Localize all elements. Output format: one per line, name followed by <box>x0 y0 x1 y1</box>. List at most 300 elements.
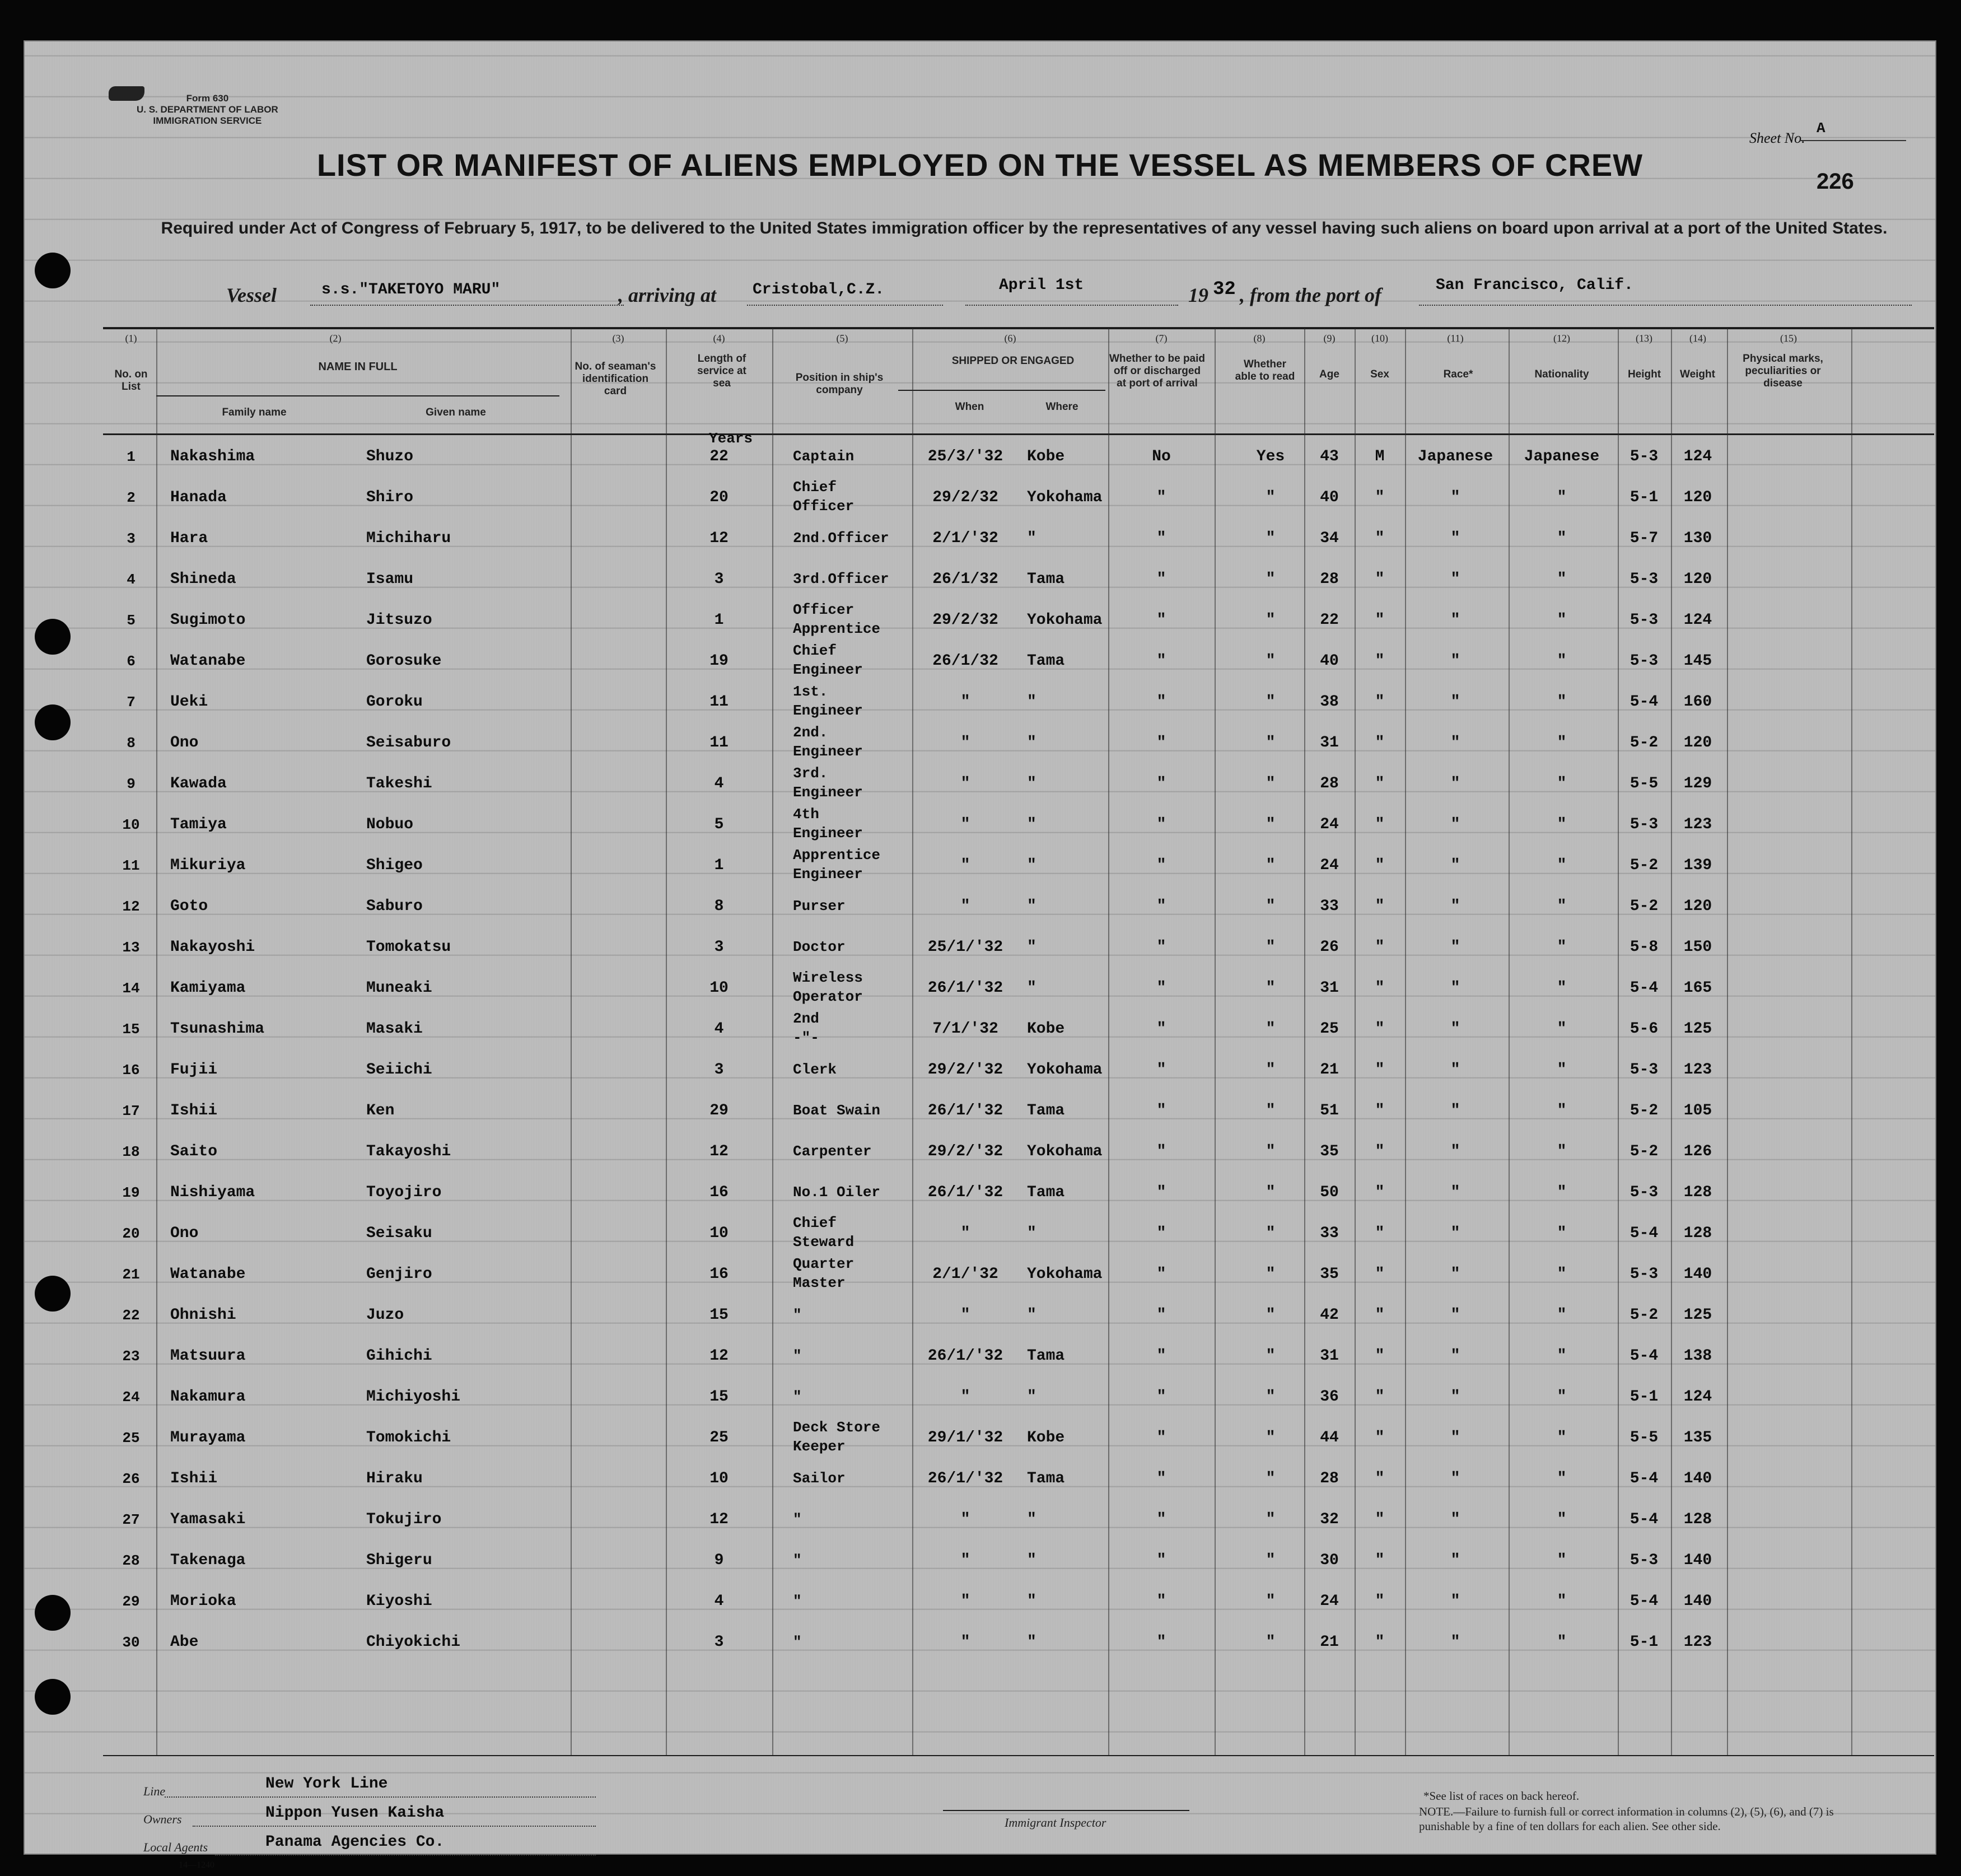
cell-sex: " <box>1375 816 1385 833</box>
cell-where: " <box>1027 1388 1036 1406</box>
owners-fill <box>193 1826 596 1827</box>
cell-position: " <box>793 1347 802 1364</box>
cell-read: " <box>1266 1347 1276 1365</box>
cell-paid: " <box>1156 1388 1166 1406</box>
cell-position: " <box>793 1306 802 1323</box>
cell-no: 3 <box>127 530 136 547</box>
header-name: NAME IN FULL <box>318 361 398 373</box>
cell-position: Engineer <box>793 661 863 678</box>
cell-paid: " <box>1156 530 1166 547</box>
cell-given: Gorosuke <box>366 652 442 670</box>
cell-when: 25/1/'32 <box>927 939 1003 956</box>
cell-race: " <box>1450 652 1460 670</box>
header-given: Given name <box>426 407 486 418</box>
cell-given: Muneaki <box>366 979 432 997</box>
cell-weight: 123 <box>1683 816 1712 833</box>
cell-race: " <box>1450 857 1460 874</box>
cell-position: Captain <box>793 448 855 465</box>
cell-when: 29/2/'32 <box>927 1061 1003 1079</box>
cell-sex: " <box>1375 939 1385 956</box>
column-number: (8) <box>1253 333 1266 344</box>
cell-when: " <box>960 1511 970 1528</box>
cell-given: Seisaburo <box>366 734 451 752</box>
cell-family: Matsuura <box>170 1347 246 1365</box>
cell-given: Nobuo <box>366 816 414 833</box>
cell-family: Ueki <box>170 693 208 711</box>
cell-weight: 140 <box>1683 1593 1712 1610</box>
cell-weight: 105 <box>1683 1102 1712 1119</box>
cell-where: Kobe <box>1027 1429 1065 1446</box>
cell-height: 5-4 <box>1630 1511 1659 1528</box>
cell-given: Genjiro <box>366 1266 432 1283</box>
cell-height: 5-6 <box>1630 1020 1659 1038</box>
cell-paid: " <box>1156 734 1166 752</box>
cell-weight: 125 <box>1683 1306 1712 1324</box>
cell-read: " <box>1266 775 1276 792</box>
agents-label: Local Agents <box>143 1840 208 1854</box>
cell-height: 5-3 <box>1630 816 1659 833</box>
cell-age: 24 <box>1320 816 1339 833</box>
cell-weight: 128 <box>1683 1184 1712 1201</box>
cell-family: Kamiyama <box>170 979 246 997</box>
cell-where: " <box>1027 1225 1036 1242</box>
cell-position: Chief <box>793 642 837 659</box>
cell-position: " <box>793 1511 802 1528</box>
header-no: No. on List <box>114 368 148 393</box>
cell-paid: " <box>1156 1143 1166 1160</box>
cell-service: 11 <box>709 693 729 711</box>
cell-when: 2/1/'32 <box>932 1266 998 1283</box>
cell-where: " <box>1027 530 1036 547</box>
cell-when: " <box>960 693 970 711</box>
cell-where: Yokohama <box>1027 1061 1103 1079</box>
owners-label: Owners <box>143 1812 182 1826</box>
cell-paid: " <box>1156 652 1166 670</box>
cell-sex: " <box>1375 1306 1385 1324</box>
cell-height: 5-3 <box>1630 1266 1659 1283</box>
cell-given: Tokujiro <box>366 1511 442 1528</box>
cell-race: " <box>1450 693 1460 711</box>
cell-height: 5-5 <box>1630 1429 1659 1446</box>
cell-service: 22 <box>709 448 729 465</box>
cell-height: 5-2 <box>1630 1102 1659 1119</box>
cell-paid: " <box>1156 979 1166 997</box>
cell-read: " <box>1266 1306 1276 1324</box>
from-port: San Francisco, Calif. <box>1436 277 1633 294</box>
cell-given: Shigeo <box>366 857 423 874</box>
cell-height: 5-8 <box>1630 939 1659 956</box>
cell-when: 26/1/'32 <box>927 1470 1003 1487</box>
cell-sex: " <box>1375 1470 1385 1487</box>
cell-read: " <box>1266 979 1276 997</box>
cell-race: " <box>1450 1470 1460 1487</box>
cell-race: " <box>1450 1102 1460 1119</box>
cell-weight: 160 <box>1683 693 1712 711</box>
cell-family: Abe <box>170 1634 199 1651</box>
column-number: (4) <box>713 333 725 344</box>
cell-weight: 129 <box>1683 775 1712 792</box>
cell-given: Tomokatsu <box>366 939 451 956</box>
cell-race: " <box>1450 1429 1460 1446</box>
cell-race: " <box>1450 898 1460 915</box>
cell-no: 11 <box>122 857 140 874</box>
inspector-line <box>943 1810 1189 1811</box>
cell-when: " <box>960 1552 970 1569</box>
cell-where: " <box>1027 693 1036 711</box>
cell-when: " <box>960 816 970 833</box>
column-number: (13) <box>1636 333 1652 344</box>
cell-paid: " <box>1156 857 1166 874</box>
cell-family: Mikuriya <box>170 857 246 874</box>
cell-service: 3 <box>714 939 724 956</box>
cell-given: Takayoshi <box>366 1143 451 1160</box>
cell-height: 5-1 <box>1630 1634 1659 1651</box>
cell-read: " <box>1266 693 1276 711</box>
vessel-label: Vessel <box>226 284 277 306</box>
cell-age: 33 <box>1320 898 1339 915</box>
cell-where: " <box>1027 1306 1036 1324</box>
cell-where: Kobe <box>1027 448 1065 465</box>
cell-race: " <box>1450 734 1460 752</box>
cell-paid: " <box>1156 612 1166 629</box>
cell-nationality: " <box>1557 1593 1567 1610</box>
cell-when: " <box>960 857 970 874</box>
cell-no: 7 <box>127 694 136 711</box>
cell-service: 12 <box>709 1511 729 1528</box>
cell-no: 2 <box>127 489 136 506</box>
cell-race: " <box>1450 1347 1460 1365</box>
cell-nationality: " <box>1557 652 1567 670</box>
cell-height: 5-3 <box>1630 612 1659 629</box>
cell-position: No.1 Oiler <box>793 1184 881 1201</box>
cell-nationality: " <box>1557 1306 1567 1324</box>
binder-hole <box>35 619 71 655</box>
cell-race: " <box>1450 816 1460 833</box>
cell-weight: 139 <box>1683 857 1712 874</box>
cell-family: Hanada <box>170 489 227 506</box>
cell-position: Carpenter <box>793 1143 872 1160</box>
cell-position: Operator <box>793 988 863 1005</box>
cell-service: 1 <box>714 612 724 629</box>
cell-no: 19 <box>122 1184 140 1201</box>
cell-position: " <box>793 1593 802 1609</box>
cell-position: Officer <box>793 601 855 618</box>
cell-age: 38 <box>1320 693 1339 711</box>
cell-read: " <box>1266 1511 1276 1528</box>
service: IMMIGRATION SERVICE <box>153 115 262 126</box>
cell-height: 5-4 <box>1630 1225 1659 1242</box>
cell-when: 29/2/32 <box>932 489 998 506</box>
cell-read: " <box>1266 1102 1276 1119</box>
cell-weight: 140 <box>1683 1266 1712 1283</box>
cell-where: " <box>1027 775 1036 792</box>
cell-height: 5-3 <box>1630 652 1659 670</box>
cell-paid: " <box>1156 1225 1166 1242</box>
cell-no: 30 <box>122 1634 140 1651</box>
cell-where: Tama <box>1027 1347 1065 1365</box>
cell-height: 5-3 <box>1630 1061 1659 1079</box>
cell-when: 25/3/'32 <box>927 448 1003 465</box>
header-race: Race* <box>1443 368 1473 380</box>
cell-nationality: " <box>1557 1634 1567 1651</box>
cell-race: " <box>1450 1061 1460 1079</box>
cell-paid: " <box>1156 1102 1166 1119</box>
line-value: New York Line <box>265 1775 388 1793</box>
cell-where: Yokohama <box>1027 612 1103 629</box>
cell-age: 28 <box>1320 1470 1339 1487</box>
cell-age: 34 <box>1320 530 1339 547</box>
cell-height: 5-4 <box>1630 979 1659 997</box>
cell-nationality: " <box>1557 571 1567 588</box>
port-fill-line <box>1419 305 1912 306</box>
cell-race: " <box>1450 1388 1460 1406</box>
cell-service: 1 <box>714 857 724 874</box>
header-id-card: No. of seaman's identification card <box>575 361 656 397</box>
cell-no: 12 <box>122 898 140 915</box>
cell-race: " <box>1450 1634 1460 1651</box>
cell-no: 10 <box>122 816 140 833</box>
cell-read: " <box>1266 816 1276 833</box>
cell-position: Clerk <box>793 1061 837 1078</box>
cell-height: 5-2 <box>1630 734 1659 752</box>
cell-weight: 135 <box>1683 1429 1712 1446</box>
cell-paid: " <box>1156 775 1166 792</box>
form-code: 14—1240 <box>179 1860 214 1870</box>
cell-weight: 128 <box>1683 1225 1712 1242</box>
race-note: *See list of races on back hereof. <box>1423 1789 1580 1803</box>
cell-service: 16 <box>709 1184 729 1201</box>
cell-height: 5-7 <box>1630 530 1659 547</box>
cell-read: " <box>1266 898 1276 915</box>
cell-nationality: " <box>1557 1347 1567 1365</box>
cell-age: 51 <box>1320 1102 1339 1119</box>
cell-height: 5-3 <box>1630 1552 1659 1569</box>
cell-where: Tama <box>1027 1184 1065 1201</box>
cell-given: Shuzo <box>366 448 414 465</box>
cell-position: Master <box>793 1275 846 1291</box>
cell-sex: " <box>1375 1225 1385 1242</box>
cell-when: 29/2/32 <box>932 612 998 629</box>
cell-service: 10 <box>709 1470 729 1487</box>
page-number: 226 <box>1817 169 1854 194</box>
owners-value: Nippon Yusen Kaisha <box>265 1804 445 1822</box>
cell-service: 4 <box>714 775 724 792</box>
table-bottom-rule <box>103 1755 1934 1756</box>
cell-age: 30 <box>1320 1552 1339 1569</box>
cell-position: " <box>793 1634 802 1650</box>
binder-hole <box>35 1679 71 1715</box>
cell-given: Chiyokichi <box>366 1634 461 1651</box>
column-number: (7) <box>1155 333 1168 344</box>
cell-race: " <box>1450 1020 1460 1038</box>
cell-where: Tama <box>1027 652 1065 670</box>
cell-no: 15 <box>122 1021 140 1038</box>
cell-when: 26/1/'32 <box>927 1347 1003 1365</box>
cell-service: 4 <box>714 1020 724 1038</box>
cell-sex: " <box>1375 775 1385 792</box>
cell-sex: " <box>1375 612 1385 629</box>
cell-sex: " <box>1375 1429 1385 1446</box>
cell-service: 10 <box>709 1225 729 1242</box>
cell-race: " <box>1450 775 1460 792</box>
cell-nationality: Japanese <box>1524 448 1600 465</box>
header-shipped: SHIPPED OR ENGAGED <box>951 355 1075 367</box>
cell-position: 4th <box>793 806 819 823</box>
cell-read: " <box>1266 1388 1276 1406</box>
cell-race: " <box>1450 1184 1460 1201</box>
cell-age: 28 <box>1320 775 1339 792</box>
cell-nationality: " <box>1557 1020 1567 1038</box>
cell-height: 5-2 <box>1630 1143 1659 1160</box>
cell-no: 22 <box>122 1307 140 1324</box>
cell-family: Nakamura <box>170 1388 246 1406</box>
cell-when: 26/1/32 <box>932 652 998 670</box>
header-physical: Physical marks, peculiarities or disease <box>1743 353 1823 389</box>
cell-sex: " <box>1375 489 1385 506</box>
cell-read: " <box>1266 857 1276 874</box>
cell-given: Isamu <box>366 571 414 588</box>
cell-when: 26/1/'32 <box>927 1184 1003 1201</box>
cell-given: Gihichi <box>366 1347 432 1365</box>
cell-nationality: " <box>1557 1511 1567 1528</box>
cell-given: Ken <box>366 1102 395 1119</box>
sheet-no-value: A <box>1817 120 1825 137</box>
cell-where: Yokohama <box>1027 489 1103 506</box>
cell-when: " <box>960 1634 970 1651</box>
cell-when: " <box>960 898 970 915</box>
cell-nationality: " <box>1557 898 1567 915</box>
cell-position: Purser <box>793 898 846 914</box>
cell-read: " <box>1266 1020 1276 1038</box>
column-number: (10) <box>1371 333 1388 344</box>
cell-paid: " <box>1156 1470 1166 1487</box>
cell-service: 12 <box>709 1347 729 1365</box>
cell-race: " <box>1450 1552 1460 1569</box>
cell-position: Wireless <box>793 969 863 986</box>
cell-no: 27 <box>122 1511 140 1528</box>
cell-no: 8 <box>127 735 136 752</box>
cell-race: " <box>1450 939 1460 956</box>
cell-sex: " <box>1375 1593 1385 1610</box>
cell-given: Michiyoshi <box>366 1388 461 1406</box>
cell-sex: " <box>1375 1102 1385 1119</box>
cell-age: 25 <box>1320 1020 1339 1038</box>
cell-read: " <box>1266 1184 1276 1201</box>
cell-read: " <box>1266 652 1276 670</box>
cell-nationality: " <box>1557 775 1567 792</box>
cell-no: 14 <box>122 980 140 997</box>
cell-when: " <box>960 1225 970 1242</box>
cell-weight: 140 <box>1683 1470 1712 1487</box>
cell-where: " <box>1027 898 1036 915</box>
cell-race: " <box>1450 489 1460 506</box>
column-rule <box>571 328 572 1755</box>
cell-height: 5-4 <box>1630 693 1659 711</box>
cell-race: " <box>1450 1306 1460 1324</box>
department: U. S. DEPARTMENT OF LABOR <box>137 104 278 115</box>
from-label: , from the port of <box>1240 284 1382 306</box>
cell-sex: " <box>1375 857 1385 874</box>
cell-nationality: " <box>1557 693 1567 711</box>
shipped-divider <box>898 390 1105 391</box>
cell-where: " <box>1027 1511 1036 1528</box>
cell-no: 26 <box>122 1471 140 1487</box>
cell-paid: " <box>1156 571 1166 588</box>
cell-no: 28 <box>122 1552 140 1569</box>
column-number: (12) <box>1553 333 1570 344</box>
cell-position: 2nd <box>793 1010 819 1027</box>
cell-race: " <box>1450 1266 1460 1283</box>
column-number: (3) <box>612 333 624 344</box>
cell-service: 8 <box>714 898 724 915</box>
cell-sex: " <box>1375 1266 1385 1283</box>
cell-height: 5-2 <box>1630 898 1659 915</box>
cell-weight: 124 <box>1683 1388 1712 1406</box>
cell-family: Hara <box>170 530 208 547</box>
cell-position: -"- <box>793 1029 819 1046</box>
cell-where: " <box>1027 1552 1036 1569</box>
cell-service: 19 <box>709 652 729 670</box>
cell-age: 26 <box>1320 939 1339 956</box>
cell-given: Seiichi <box>366 1061 432 1079</box>
cell-race: " <box>1450 612 1460 629</box>
name-divider <box>156 395 559 396</box>
cell-given: Juzo <box>366 1306 404 1324</box>
cell-nationality: " <box>1557 1102 1567 1119</box>
cell-position: 3rd.Officer <box>793 571 889 587</box>
cell-position: Boat Swain <box>793 1102 881 1119</box>
cell-no: 29 <box>122 1593 140 1610</box>
cell-height: 5-3 <box>1630 448 1659 465</box>
cell-no: 17 <box>122 1103 140 1119</box>
cell-nationality: " <box>1557 1552 1567 1569</box>
cell-nationality: " <box>1557 1061 1567 1079</box>
header-nationality: Nationality <box>1534 368 1589 380</box>
cell-nationality: " <box>1557 979 1567 997</box>
cell-when: 29/1/'32 <box>927 1429 1003 1446</box>
cell-nationality: " <box>1557 1184 1567 1201</box>
cell-weight: 120 <box>1683 571 1712 588</box>
cell-when: " <box>960 1388 970 1406</box>
cell-where: " <box>1027 857 1036 874</box>
binder-hole <box>35 1595 71 1631</box>
manifest-subtitle: Required under Act of Congress of February 5, 1917, to be delivered to the United States immigration officer by the representatives of any vessel having such aliens on board upon arrival at a port of the United States. <box>161 219 1888 237</box>
cell-paid: " <box>1156 1184 1166 1201</box>
cell-paid: " <box>1156 1347 1166 1365</box>
cell-position: 2nd. <box>793 724 828 741</box>
cell-given: Saburo <box>366 898 423 915</box>
column-number: (5) <box>836 333 848 344</box>
cell-no: 1 <box>127 449 136 465</box>
cell-when: " <box>960 775 970 792</box>
cell-family: Ohnishi <box>170 1306 236 1324</box>
cell-given: Shiro <box>366 489 414 506</box>
cell-where: " <box>1027 1593 1036 1610</box>
cell-no: 23 <box>122 1348 140 1365</box>
cell-nationality: " <box>1557 612 1567 629</box>
column-number: (2) <box>329 333 342 344</box>
cell-given: Michiharu <box>366 530 451 547</box>
binder-hole <box>35 253 71 288</box>
cell-when: 2/1/'32 <box>932 530 998 547</box>
cell-family: Tamiya <box>170 816 227 833</box>
cell-position: Engineer <box>793 743 863 760</box>
cell-nationality: " <box>1557 1225 1567 1242</box>
cell-nationality: " <box>1557 1470 1567 1487</box>
cell-family: Ono <box>170 734 199 752</box>
cell-position: Doctor <box>793 939 846 955</box>
header-length-service: Length of service at sea <box>697 353 746 389</box>
